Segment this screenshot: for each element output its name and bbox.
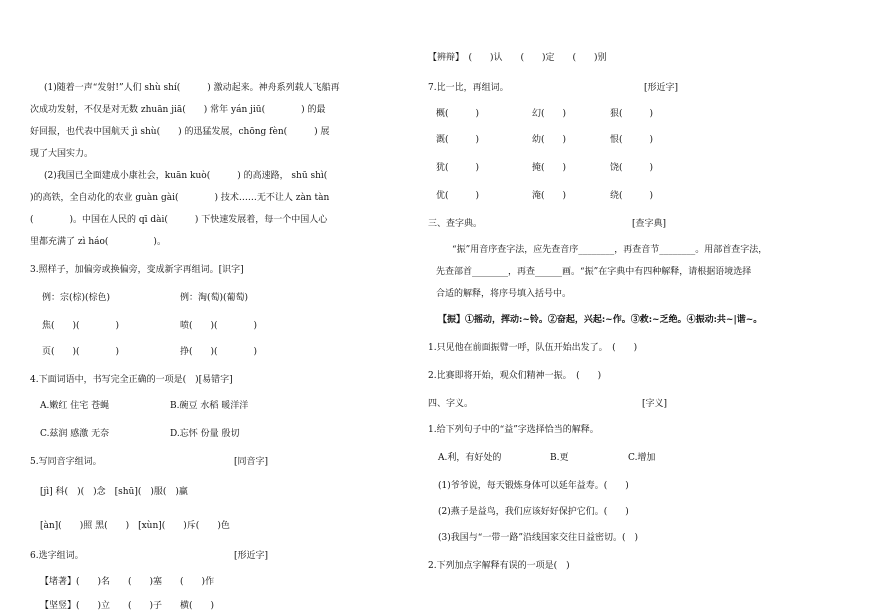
s4-sentence-1: (1)爷爷说，每天锻炼身体可以延年益寿。( ) [438, 481, 629, 491]
s4-option-b: B.更 [550, 453, 569, 463]
s4-option-a: A.利，有好处的 [438, 453, 502, 463]
q6-row-2: 【坚竖】( )立 ( )子 横( ) [40, 601, 215, 611]
q4-option-b: B.碗豆 水稻 暖洋洋 [170, 401, 249, 411]
s4-option-c: C.增加 [628, 453, 656, 463]
s4-tag: [字义] [642, 399, 668, 409]
q7-cell: 幼( ) [532, 135, 567, 145]
s3-tag: [查字典] [632, 219, 667, 229]
q7-cell: 犹( ) [436, 163, 480, 173]
q7-tag: [形近字] [644, 83, 679, 93]
s4-title: 四、字义。 [428, 399, 474, 409]
s3-definitions: 【振】①摇动，挥动:~铃。②奋起，兴起:~作。③救:~乏绝。④振动:共~|谐~。 [438, 315, 763, 325]
q5-tag: [同音字] [234, 457, 269, 467]
p1-line-2: 次成功发射，不仅是对无数 zhuān jiā( ) 常年 yán jiū( ) 的最 [30, 105, 326, 115]
q6-title: 6.选字组词。 [30, 551, 84, 561]
q5-row-2: [àn]( )照 黑( ) [xùn]( )斥( )色 [40, 521, 230, 531]
q7-cell: 恨( ) [610, 135, 654, 145]
q3-example-2: 例：淘(萄)(葡萄) [180, 293, 249, 303]
q7-cell: 饶( ) [610, 163, 654, 173]
s4-sentence-3: (3)我国与“一带一路”沿线国家交往日益密切。( ) [438, 533, 638, 543]
p2-line-1: (2)我国已全面建成小康社会，kuān kuò( ) 的高速路， shū shì( [44, 171, 337, 181]
s4-sentence-2: (2)燕子是益鸟，我们应该好好保护它们。( ) [438, 507, 629, 517]
p2-line-3: ( )。中国在人民的 qī dài( ) 下快速发展着，每一个中国人心 [30, 215, 328, 225]
q4-option-d: D.忘怀 份量 殷切 [170, 429, 240, 439]
q6-row-1: 【堵著】( )名 ( )塞 ( )作 [40, 577, 215, 587]
q3-row-1a: 焦( )( ) [42, 321, 120, 331]
s3-paragraph-1: “振”用音序查字法，应先查音序________，再查音节________。用部首查字法， [452, 245, 768, 255]
p2-line-4: 里都充满了 zì háo( )。 [30, 237, 166, 247]
bianbian-row: 【辨辩】 ( )认 ( )定 ( )别 [428, 53, 607, 63]
q3-title: 3.照样子，加偏旁或换偏旁，变成新字再组词。[识字] [30, 265, 244, 275]
q7-title: 7.比一比，再组词。 [428, 83, 509, 93]
s3-item-2: 2.比赛即将开始，观众们精神一振。 ( ) [428, 371, 602, 381]
p1-line-1: (1)随着一声“发射!”人们 shù shí( ) 激动起来。神舟系列载人飞船再 [44, 83, 340, 93]
q4-option-c: C.兹润 感激 无奈 [40, 429, 110, 439]
s3-paragraph-2: 先查部首________，再查______画。“振”在字典中有四种解释，请根据语境选择 [436, 267, 752, 277]
q5-title: 5.写同音字组词。 [30, 457, 102, 467]
s3-item-1: 1.只见他在前面振臂一呼，队伍开始出发了。 ( ) [428, 343, 638, 353]
q3-row-1b: 喷( )( ) [180, 321, 258, 331]
q7-cell: 幻( ) [532, 109, 567, 119]
s3-paragraph-3: 合适的解释，将序号填入括号中。 [436, 289, 572, 299]
q4-title: 4.下面词语中，书写完全正确的一项是( )[易错字] [30, 375, 233, 385]
q5-row-1: [jì] 科( )( )念 [shū]( )服( )赢 [40, 487, 188, 497]
p1-line-4: 现了大国实力。 [30, 149, 94, 159]
q6-tag: [形近字] [234, 551, 269, 561]
q7-cell: 优( ) [436, 191, 480, 201]
q3-example-1: 例：宗(棕)(棕色) [42, 293, 111, 303]
q7-cell: 狠( ) [610, 109, 654, 119]
s4-question-1: 1.给下列句子中的“益”字选择恰当的解释。 [428, 425, 599, 435]
q3-row-2b: 挣( )( ) [180, 347, 258, 357]
q7-cell: 绕( ) [610, 191, 654, 201]
q7-cell: 淹( ) [532, 191, 567, 201]
q7-cell: 概( ) [436, 109, 480, 119]
p2-line-2: )的高铁，全自动化的农业 guàn gài( ) 技术……无不让人 zàn tàn [30, 193, 330, 203]
p1-line-3: 好回报，也代表中国航天 jì shù( ) 的迅猛发展，chōng fèn( ) 展 [30, 127, 330, 137]
q3-row-2a: 页( )( ) [42, 347, 120, 357]
s3-title: 三、查字典。 [428, 219, 483, 229]
q7-cell: 溉( ) [436, 135, 480, 145]
q7-cell: 掩( ) [532, 163, 567, 173]
q4-option-a: A.嫩红 住宅 苍蝇 [40, 401, 110, 411]
s4-question-2: 2.下列加点字解释有误的一项是( ) [428, 561, 570, 571]
